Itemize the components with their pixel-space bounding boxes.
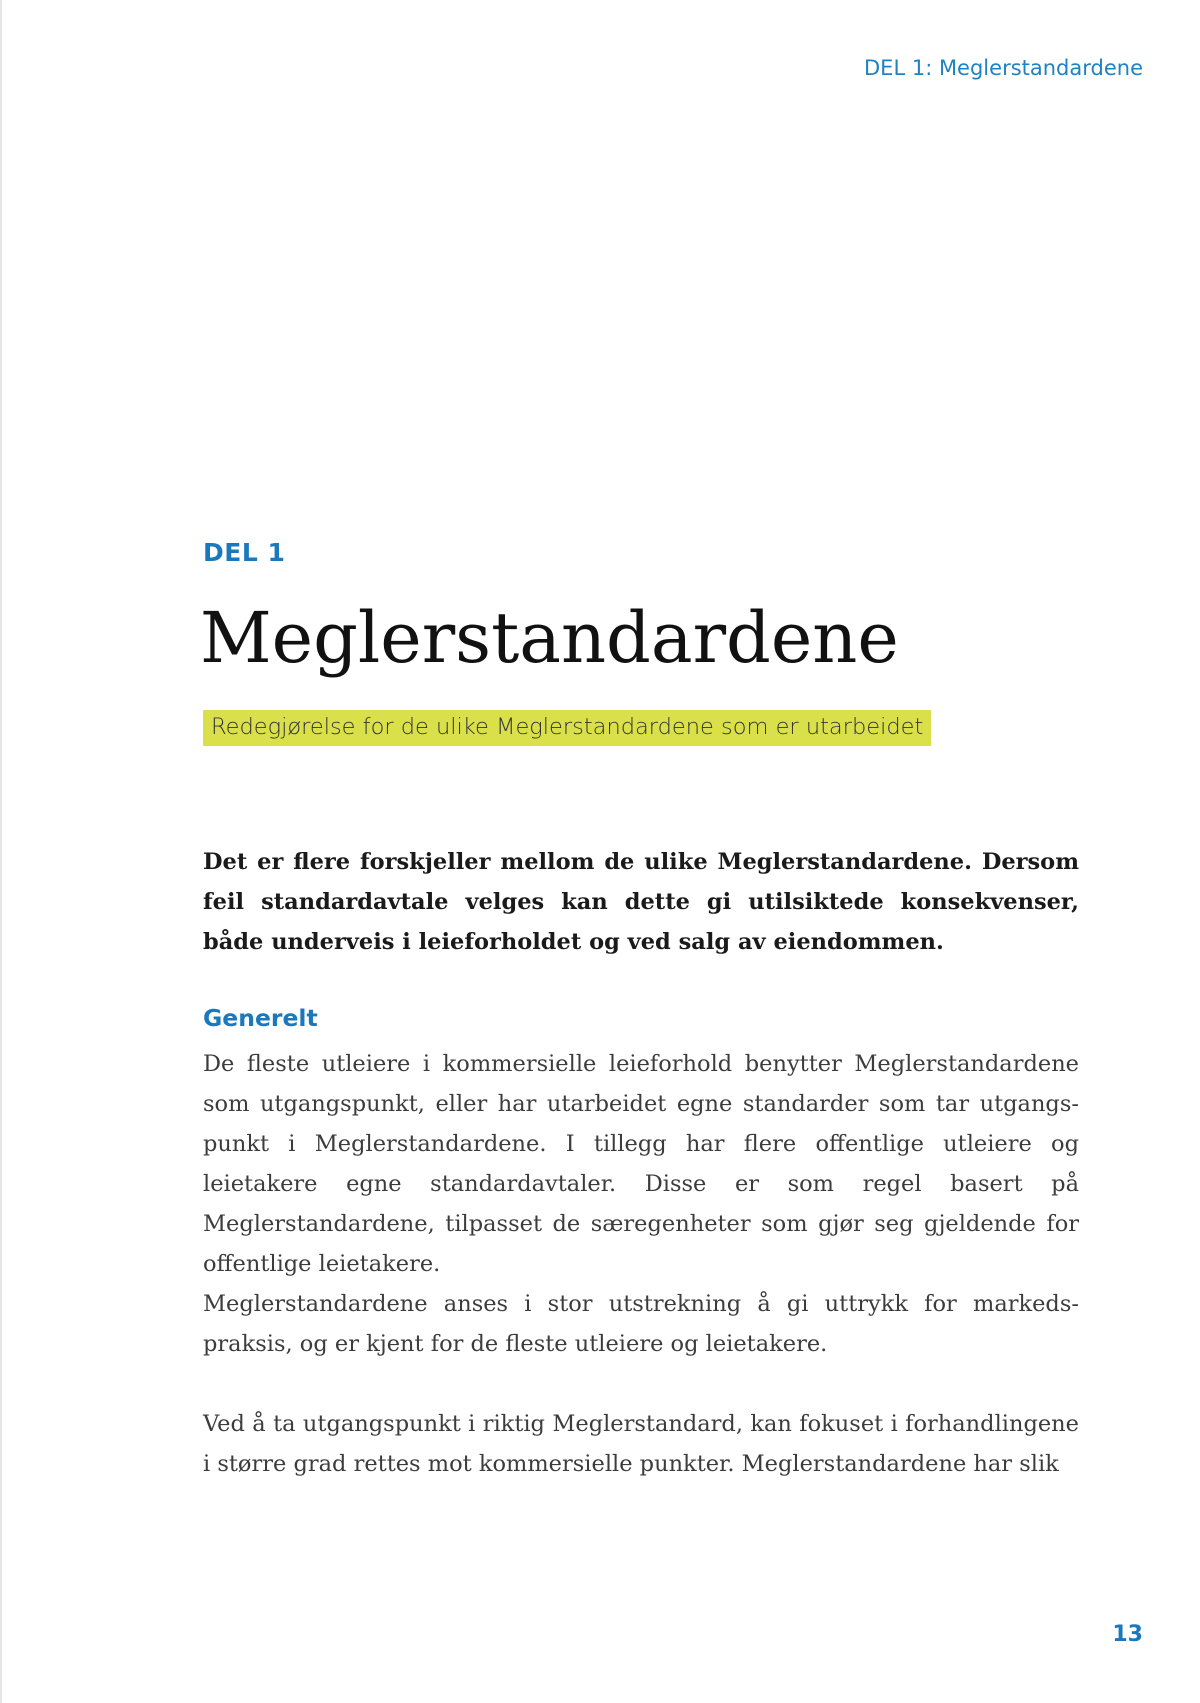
page-edge xyxy=(0,0,2,1703)
part-label: DEL 1 xyxy=(203,538,286,567)
body-paragraph: Meglerstandardene anses i stor utstrekning å gi uttrykk for markedspraksis, og er kjent for de fleste utleiere og leietakere. xyxy=(203,1291,1079,1357)
body-paragraph: De fleste utleiere i kommersielle leieforhold benytter Meglerstandardene som utgangspunkt, eller har utarbeidet egne standarder som tar utgangspunkt i Meglerstandardene. I tillegg har flere offentlige utleiere og leietakere egne standardavtaler. Disse er som regel basert på Meglerstandardene, tilpasset de særegenheter som gjør seg gjeldende for offentlige leietakere. xyxy=(203,1051,1079,1277)
chapter-subtitle: Redegjørelse for de ulike Meglerstandardene som er utarbeidet xyxy=(203,710,931,746)
section-heading: Generelt xyxy=(203,1004,318,1032)
body-paragraph: Ved å ta utgangspunkt i riktig Meglerstandard, kan fokuset i forhandlingene i større grad rettes mot kommersielle punkter. Meglerstandardene har slik xyxy=(203,1411,1079,1477)
page-number: 13 xyxy=(1112,1622,1143,1647)
running-header: DEL 1: Meglerstandardene xyxy=(864,56,1143,80)
lead-paragraph: Det er flere forskjeller mellom de ulike Meglerstandardene. Dersom feil standardavtale velges kan dette gi utilsiktede konsekvenser, både underveis i leieforholdet og ved salg av eiendommen. xyxy=(203,849,1079,955)
page-title: Meglerstandardene xyxy=(200,597,899,679)
